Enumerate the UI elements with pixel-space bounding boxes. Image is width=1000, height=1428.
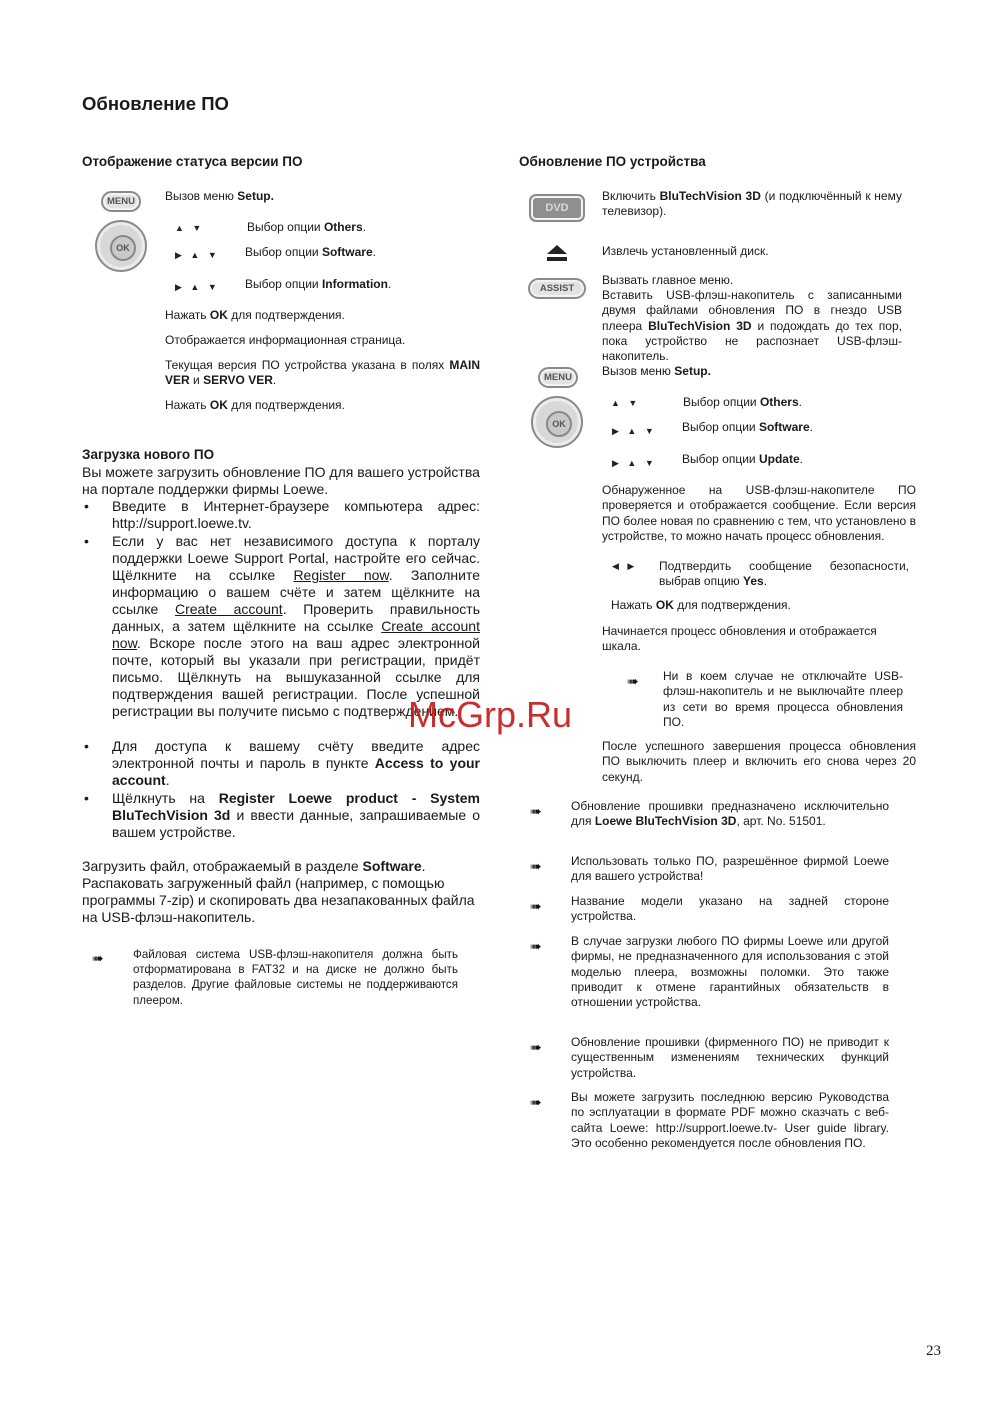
page-number: 23 [926, 1343, 941, 1359]
create-account-now-link: Create account now [112, 618, 480, 651]
right-up-down-arrows-icon: ▶ ▲ ▼ [612, 426, 657, 436]
after-update-text: После успешного завершения процесса обновления ПО выключить плеер и включить его снова через 20 секунд. [602, 739, 916, 784]
step-software-right: Выбор опции Software. [682, 420, 813, 434]
note-arrow-icon: ➠ [92, 950, 104, 966]
bullet-icon: • [84, 498, 89, 514]
section-heading-status: Отображение статуса версии ПО [82, 154, 303, 169]
note-manual-download: Вы можете загрузить последнюю версию Руководства по эсплуатации в формате PDF можно сказчать с веб-сайта Loewe: http://support.loewe.tv- User guide library. Это особенно рекомендуется после обновления ПО. [571, 1090, 889, 1150]
up-down-arrows-icon: ▲ ▼ [175, 223, 205, 233]
left-right-arrows-icon: ◀ ▶ [612, 561, 638, 571]
up-down-arrows-icon: ▲ ▼ [611, 398, 641, 408]
note-arrow-icon: ➠ [530, 1039, 542, 1055]
note-arrow-icon: ➠ [530, 898, 542, 914]
step-setup: Вызов меню Setup. [165, 189, 274, 203]
create-account-link: Create account [174, 601, 283, 617]
note-arrow-icon: ➠ [530, 858, 542, 874]
menu-button-icon: MENU [101, 191, 141, 212]
info-page-text: Отображается информационная страница. [165, 333, 406, 347]
insert-usb-text: Вставить USB-флэш-накопитель с записанными двумя файлами обновления ПО в гнездо USB плеера BluTechVision 3D и подождать до тех пор, пока устройство не распознает USB-флэш-накопитель. [602, 288, 902, 364]
ok-navpad-icon [95, 220, 147, 272]
power-on-text: Включить BluTechVision 3D (и подключённый к нему телевизор). [602, 189, 902, 219]
bullet-2: Если у вас нет независимого доступа к порталу поддержки Loewe Support Portal, настройте его сейчас. Щёлкните на ссылке Register now. Заполните информацию о вашем счёте и затем щёлкните на ссылке Create account. Проверить правильность данных, а затем щёлкните на ссылке Create account now. Вскоре после этого на ваш адрес электронной почте, который вы указали при регистрации, придёт письмо. Щёлкнуть на вышуказанной ссылке для подтверждения вашей регистрации. После успешной регистрации вы получите письмо с подтверждением. [112, 533, 480, 719]
step-update-right: Выбор опции Update. [682, 452, 803, 466]
download-intro: Вы можете загрузить обновление ПО для вашего устройства на портале поддержки фирмы Loewe. [82, 464, 480, 497]
bullet-1: Введите в Интернет-браузере компьютера адрес: http://support.loewe.tv. [112, 498, 480, 531]
right-up-down-arrows-icon: ▶ ▲ ▼ [175, 282, 220, 292]
bullet-icon: • [84, 533, 89, 549]
warning-text: Ни в коем случае не отключайте USB-флэш-накопитель и не выключайте плеер из сети во время процесса обновления ПО. [663, 669, 903, 729]
section-heading-update: Обновление ПО устройства [519, 154, 706, 169]
press-ok-1: Нажать OK для подтверждения. [165, 308, 345, 322]
eject-text: Извлечь установленный диск. [602, 244, 769, 258]
note-warranty: В случае загрузки любого ПО фирмы Loewe или другой фирмы, не предназначенного для использования с этой моделью плеера, возможны поломки. Это также приводит к отмене гарантийных обязательств в отношении устройства. [571, 934, 889, 1010]
step-others: Выбор опции Others. [247, 220, 366, 234]
assist-button-icon: ASSIST [528, 278, 586, 299]
watermark: McGrp.Ru [408, 694, 573, 735]
eject-icon [546, 244, 568, 262]
main-menu-text: Вызвать главное меню. [602, 273, 734, 287]
right-up-down-arrows-icon: ▶ ▲ ▼ [175, 250, 220, 260]
note-arrow-icon: ➠ [530, 803, 542, 819]
bullet-3: Для доступа к вашему счёту введите адрес электронной почты и пароль в пункте Access to your account. [112, 738, 481, 788]
ok-button-icon: OK [110, 235, 136, 261]
page-title: Обновление ПО [82, 93, 229, 114]
step-others-right: Выбор опции Others. [683, 395, 802, 409]
step-software: Выбор опции Software. [245, 245, 376, 259]
unpack-text: Распаковать загруженный файл (например, с помощью программы 7-zip) и скопировать два незапакованных файла на USB-флэш-накопитель. [82, 875, 475, 925]
note-arrow-icon: ➠ [530, 1094, 542, 1110]
detected-text: Обнаруженное на USB-флэш-накопителе ПО проверяется и отображается сообщение. Если версия ПО более новая по сравнению с тем, что установлено в устройстве, то можно начать процесс обновления. [602, 483, 916, 543]
bullet-4: Щёлкнуть на Register Loewe product - System BluTechVision 3d и ввести данные, запрашиваемые о вашем устройстве. [112, 790, 481, 840]
section-heading-download: Загрузка нового ПО [82, 447, 215, 462]
note-arrow-icon: ➠ [530, 938, 542, 954]
bullet-icon: • [84, 790, 89, 806]
note-approved-only: Использовать только ПО, разрешённое фирмой Loewe для вашего устройства! [571, 854, 889, 884]
step-setup-right: Вызов меню Setup. [602, 364, 711, 378]
note-filesystem: Файловая система USB-флэш-накопителя должна быть отформатирована в FAT32 и на диске не должно быть разделов. Другие файловые системы не поддерживаются плеером. [133, 948, 458, 1007]
ok-button-icon: OK [546, 411, 572, 437]
note-firmware-only: Обновление прошивки предназначено исключительно для Loewe BluTechVision 3D, арт. No. 51501. [571, 799, 889, 829]
progress-text: Начинается процесс обновления и отображается шкала. [602, 624, 877, 654]
ok-navpad-icon [531, 396, 583, 448]
note-model-name: Название модели указано на задней стороне устройства. [571, 894, 889, 924]
download-file-text: Загрузить файл, отображаемый в разделе Software. [82, 858, 426, 874]
dvd-button-icon: DVD [529, 194, 585, 222]
press-ok-right: Нажать OK для подтверждения. [611, 598, 791, 612]
register-now-link: Register now [293, 567, 389, 583]
version-text: Текущая версия ПО устройства указана в полях MAIN VER и SERVO VER. [165, 358, 480, 388]
note-arrow-icon: ➠ [627, 673, 639, 689]
press-ok-2: Нажать OK для подтверждения. [165, 398, 345, 412]
menu-button-icon: MENU [538, 367, 578, 388]
note-no-changes: Обновление прошивки (фирменного ПО) не приводит к существенным изменениям технических функций устройства. [571, 1035, 889, 1080]
confirm-yes-text: Подтвердить сообщение безопасности, выбрав опцию Yes. [659, 559, 909, 589]
step-information: Выбор опции Information. [245, 277, 392, 291]
right-up-down-arrows-icon: ▶ ▲ ▼ [612, 458, 657, 468]
bullet-icon: • [84, 738, 89, 754]
